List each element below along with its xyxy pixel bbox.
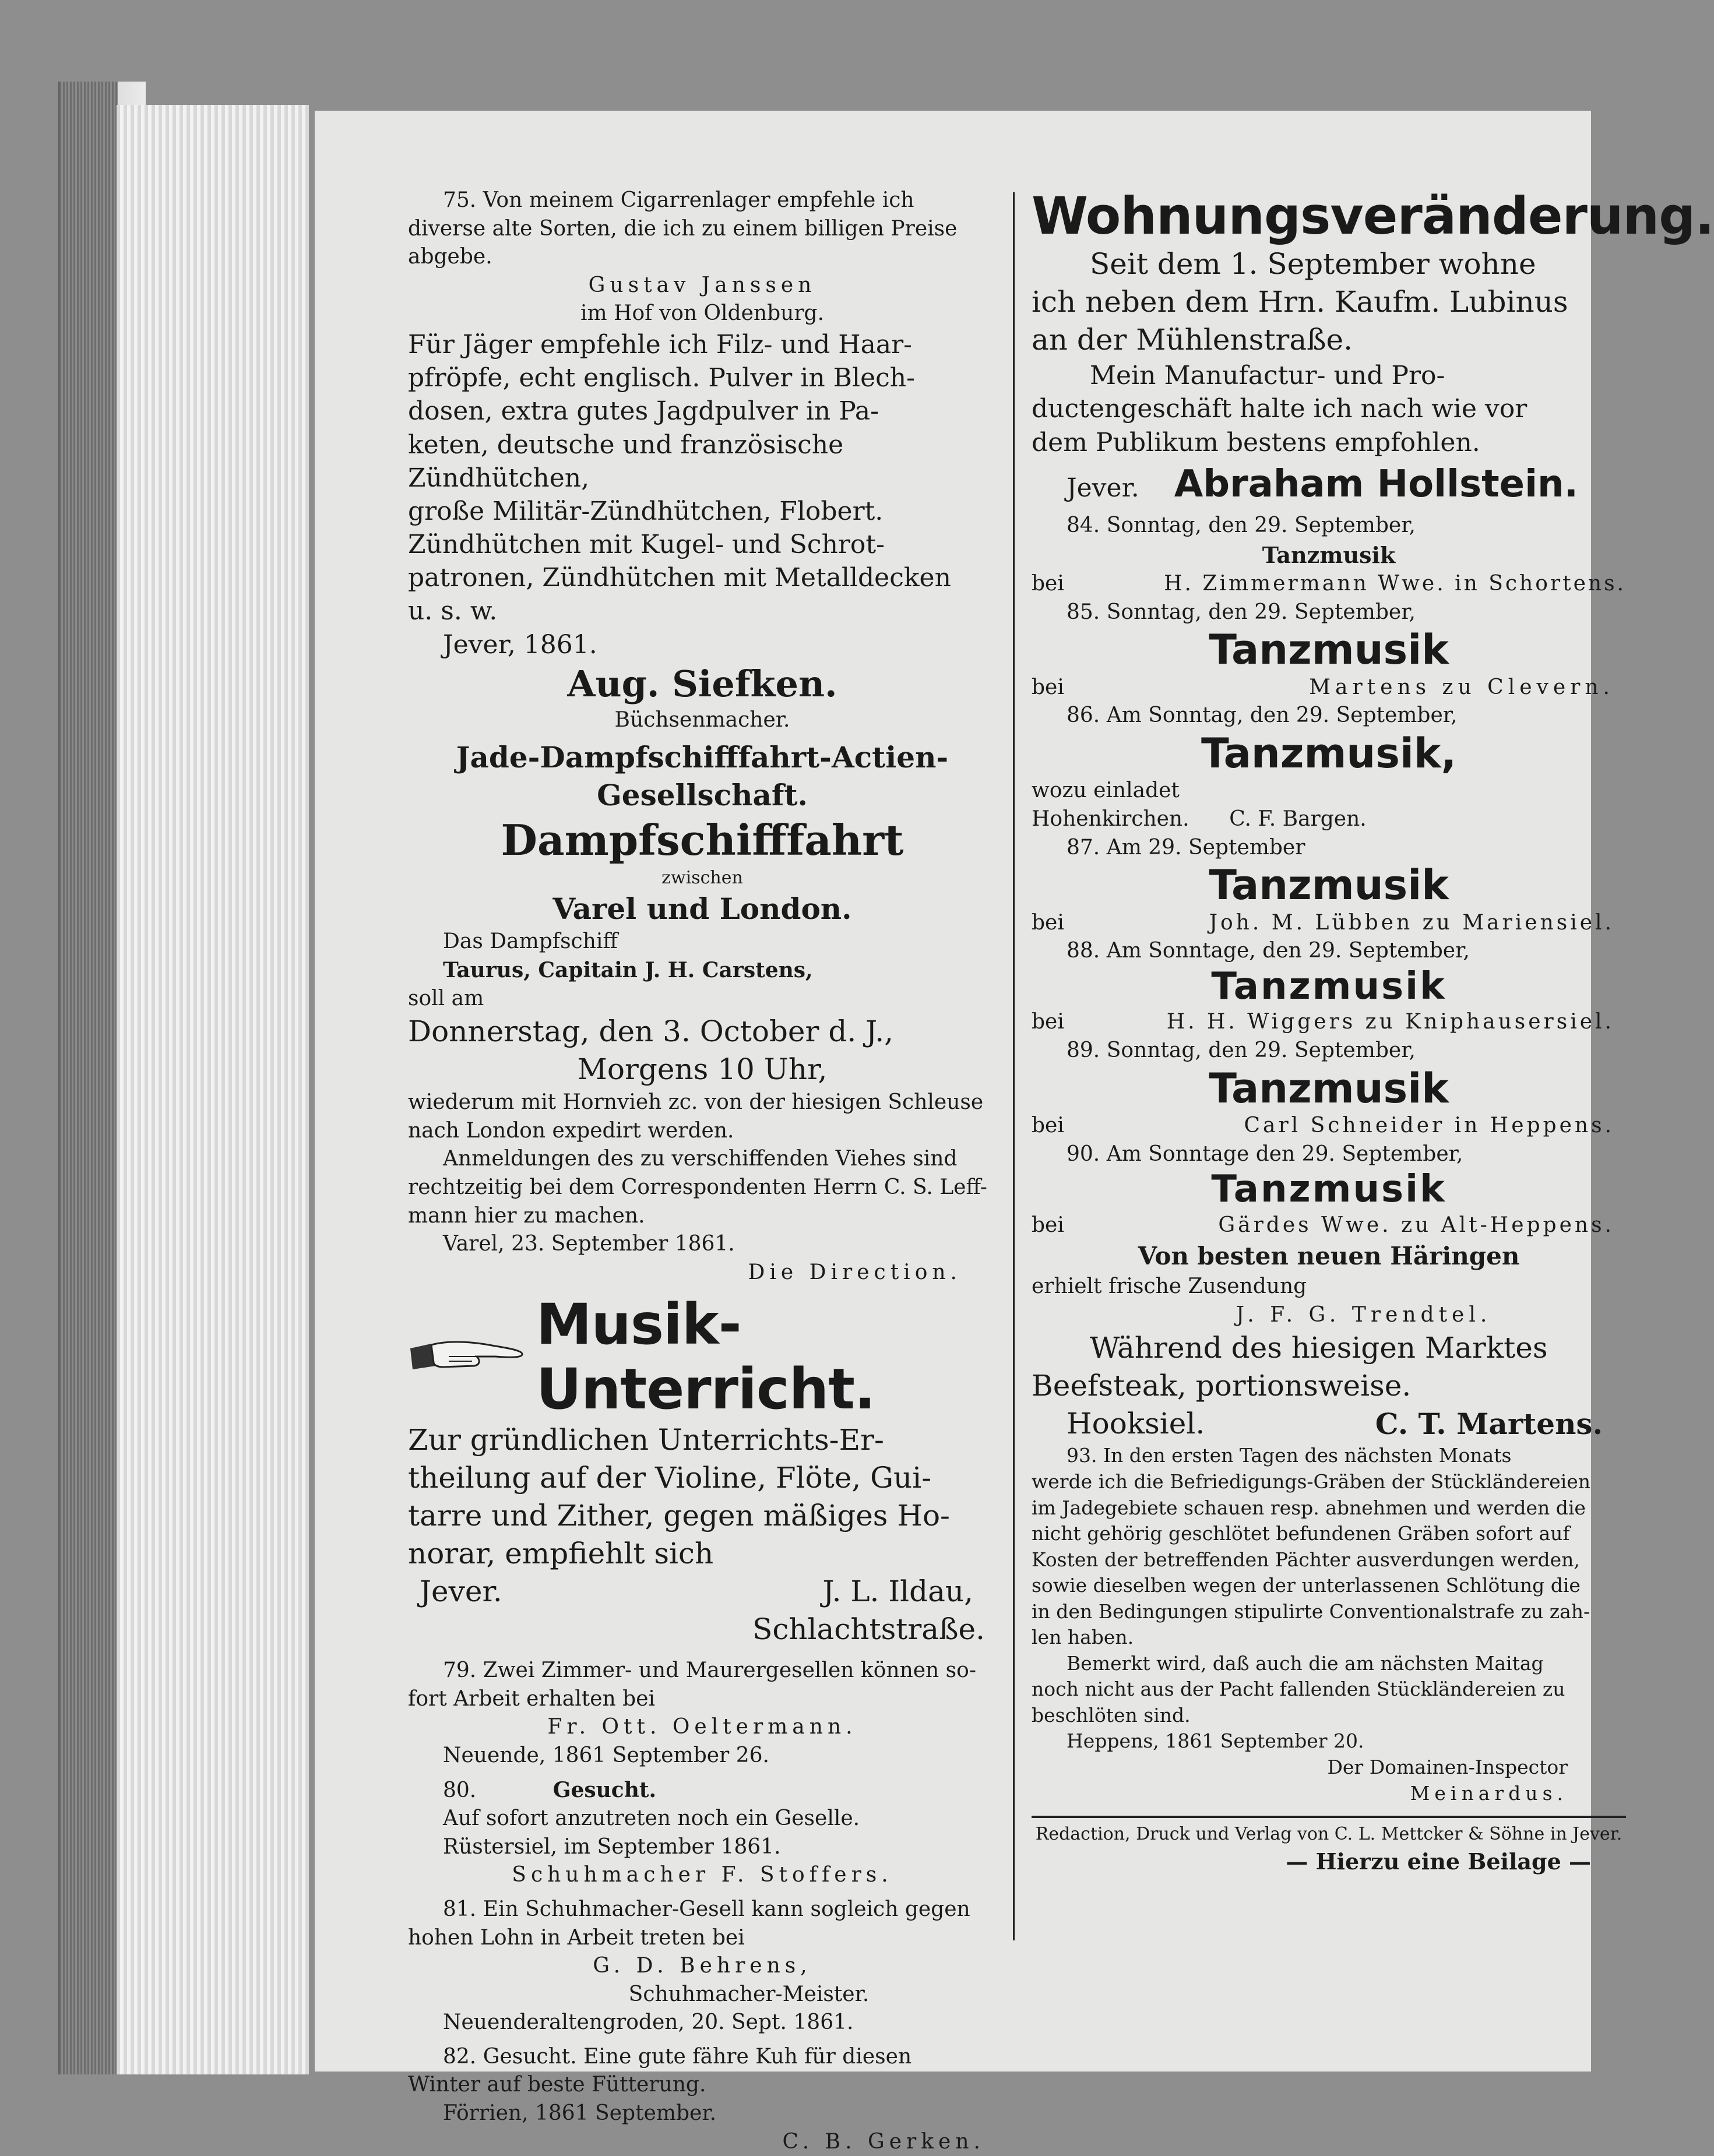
dance-ad-title: Tanzmusik <box>1262 541 1396 568</box>
dance-ad-date: 85. Sonntag, den 29. September, <box>1067 600 1416 624</box>
jade-company-name: Gesellschaft. <box>597 777 808 812</box>
dance-ad-host: Martens zu Clevern. <box>1309 675 1614 699</box>
ad-market <box>1032 1329 1626 1443</box>
ad-80-title: Gesucht. <box>552 1777 657 1802</box>
jade-registration: mann hier zu machen. <box>408 1203 645 1228</box>
ad-93-line: sowie dieselben wegen der unterlassenen Schlötung die <box>1032 1574 1581 1597</box>
jade-registration: rechtzeitig bei dem Correspondenten Herrn C. S. Leff- <box>408 1175 987 1199</box>
ad-75-place: im Hof von Oldenburg. <box>580 301 825 326</box>
left-column <box>408 186 997 2156</box>
ad-93-note: Bemerkt wird, daß auch die am nächsten Maitag <box>1067 1651 1544 1675</box>
dance-ad-prefix: bei <box>1032 910 1064 935</box>
jade-date: Donnerstag, den 3. October d. J., <box>408 1014 894 1049</box>
ad-75-body-line: u. s. w. <box>408 596 498 626</box>
dance-ad-host: H. Zimmermann Wwe. in Schortens. <box>1164 572 1626 596</box>
ad-81-trade: Schuhmacher-Meister. <box>628 1982 870 2006</box>
ad-75-body-line: pfröpfe, echt englisch. Pulver in Blech- <box>408 363 915 393</box>
ad-79 <box>408 1657 997 1770</box>
dance-ad-date: 87. Am 29. September <box>1067 835 1305 859</box>
ad-93-name: Meinardus. <box>1410 1781 1568 1805</box>
moving-body-line: ich neben dem Hrn. Kaufm. Lubinus <box>1032 285 1568 319</box>
ad-82-line: Winter auf beste Fütterung. <box>408 2073 706 2097</box>
dance-ad-title: Tanzmusik <box>1211 1168 1446 1211</box>
herring-title: Von besten neuen Häringen <box>1138 1241 1520 1270</box>
music-street: Schlachtstraße. <box>752 1612 985 1647</box>
ad-81-dateline: Neuenderaltengroden, 20. Sept. 1861. <box>443 2010 854 2035</box>
ad-jade-steamship <box>408 738 997 1287</box>
jade-signature: Die Direction. <box>748 1260 962 1284</box>
dance-ad-title: Tanzmusik <box>1209 861 1449 910</box>
dance-ad <box>1032 702 1626 833</box>
newspaper-page <box>315 111 1714 2154</box>
ad-93-note: noch nicht aus der Pacht fallenden Stückländereien zu <box>1032 1678 1565 1701</box>
ad-93-office: Der Domainen-Inspector <box>1327 1755 1568 1778</box>
ad-82-signature: C. B. Gerken. <box>782 2129 985 2154</box>
music-headline: Musik-Unterricht. <box>536 1292 875 1422</box>
ad-75-dateline: Jever, 1861. <box>443 629 597 660</box>
page-stack <box>117 105 309 2074</box>
ad-80-line: Auf sofort anzutreten noch ein Geselle. <box>443 1806 860 1831</box>
ad-75-signer: Aug. Siefken. <box>567 662 837 705</box>
right-column <box>1032 186 1714 1876</box>
music-body-line: tarre und Zither, gegen mäßiges Ho- <box>408 1499 950 1533</box>
moving-body-line: dem Publikum bestens empfohlen. <box>1032 427 1480 457</box>
dance-ad-date: 89. Sonntag, den 29. September, <box>1067 1038 1416 1063</box>
ad-79-name: Fr. Ott. Oeltermann. <box>547 1715 857 1739</box>
ad-moving <box>1032 186 1714 509</box>
ad-75-body-line: keten, deutsche und französische Zündhütchen, <box>408 429 844 493</box>
dance-ad-title: Tanzmusik <box>1209 626 1449 674</box>
ad-81 <box>408 1896 997 2037</box>
dance-ad-prefix: bei <box>1032 572 1064 596</box>
dance-ad-title: Tanzmusik <box>1211 964 1446 1008</box>
ad-81-line: 81. Ein Schuhmacher-Gesell kann sogleich gegen <box>443 1897 970 1921</box>
ad-93-line: in den Bedingungen stipulirte Conventionalstrafe zu zah- <box>1032 1600 1590 1623</box>
column-rule <box>1013 192 1015 1940</box>
ad-herring <box>1032 1240 1626 1330</box>
footer-rule <box>1032 1816 1626 1818</box>
ad-93-line: Kosten der betreffenden Pächter ausverdungen werden, <box>1032 1548 1580 1571</box>
dance-ad <box>1032 937 1626 1037</box>
dance-ad-prefix: bei <box>1032 675 1064 699</box>
ad-75-body-line: Für Jäger empfehle ich Filz- und Haar- <box>408 329 912 360</box>
music-body-line: norar, empfiehlt sich <box>408 1537 714 1571</box>
dance-ad <box>1032 834 1626 938</box>
jade-headline: Dampfschifffahrt <box>501 815 904 865</box>
imprint: Redaction, Druck und Verlag von C. L. Mettcker & Söhne in Jever. <box>1035 1824 1623 1845</box>
ad-93 <box>1032 1443 1626 1806</box>
ad-80-signature: Schuhmacher F. Stoffers. <box>512 1863 893 1887</box>
ad-82 <box>408 2043 997 2156</box>
dance-ad-prefix: bei <box>1032 1114 1064 1138</box>
dance-ad-prefix: bei <box>1032 1010 1064 1034</box>
ad-75-body-line: patronen, Zündhütchen mit Metalldecken <box>408 563 951 593</box>
ad-93-line: werde ich die Befriedigungs-Gräben der Stückländereien <box>1032 1470 1591 1493</box>
ad-82-line: 82. Gesucht. Eine gute fähre Kuh für diesen <box>443 2044 912 2069</box>
jade-company-name: Jade-Dampfschifffahrt-Actien- <box>456 739 949 774</box>
market-line: Beefsteak, portionsweise. <box>1032 1369 1412 1403</box>
herring-signature: J. F. G. Trendtel. <box>1236 1302 1492 1327</box>
moving-body-line: an der Mühlenstraße. <box>1032 323 1353 357</box>
ad-75-name: Gustav Janssen <box>588 273 816 297</box>
dance-ad-date: 86. Am Sonntag, den 29. September, <box>1067 703 1458 728</box>
dance-ad <box>1032 1037 1626 1140</box>
book-cover <box>59 82 118 2074</box>
dance-ad-date: 88. Am Sonntage, den 29. September, <box>1067 939 1470 963</box>
ad-75 <box>408 186 997 735</box>
ad-79-line: fort Arbeit erhalten bei <box>408 1686 656 1711</box>
jade-dateline: Varel, 23. September 1861. <box>443 1232 735 1256</box>
ad-79-line: 79. Zwei Zimmer- und Maurergesellen können so- <box>443 1658 976 1683</box>
jade-ship-intro: Das Dampfschiff <box>443 929 618 954</box>
moving-headline: Wohnungsveränderung. <box>1032 186 1714 246</box>
dance-ad-host: Joh. M. Lübben zu Mariensiel. <box>1209 910 1614 935</box>
market-line: Während des hiesigen Marktes <box>1090 1331 1548 1365</box>
ad-93-line: nicht gehörig geschlötet befundenen Gräben sofort auf <box>1032 1522 1570 1545</box>
ad-93-line: im Jadegebiete schauen resp. abnehmen und werden die <box>1032 1496 1586 1519</box>
ad-75-body-line: dosen, extra gutes Jagdpulver in Pa- <box>408 396 879 427</box>
moving-body-line: Seit dem 1. September wohne <box>1090 247 1536 281</box>
market-place: Hooksiel. <box>1067 1407 1205 1441</box>
dance-ad-prefix: bei <box>1032 1213 1064 1237</box>
dance-ad-prefix: wozu einladet <box>1032 778 1180 803</box>
dance-ad-host: Gärdes Wwe. zu Alt-Heppens. <box>1218 1213 1614 1237</box>
ad-82-dateline: Förrien, 1861 September. <box>443 2101 717 2126</box>
dance-ad-host: Carl Schneider in Heppens. <box>1244 1114 1614 1138</box>
dance-ad <box>1032 512 1626 598</box>
supplement-note: — Hierzu eine Beilage — <box>1286 1848 1591 1875</box>
jade-cargo: nach London expedirt werden. <box>408 1118 734 1143</box>
ad-75-body-line: große Militär-Zündhütchen, Flobert. <box>408 496 884 526</box>
dance-ad <box>1032 1140 1626 1240</box>
jade-ship: Taurus, Capitain J. H. Carstens, <box>443 958 813 983</box>
jade-between: zwischen <box>661 867 743 888</box>
dance-ad-host: Hohenkirchen. C. F. Bargen. <box>1032 807 1367 831</box>
ad-80-number: 80. <box>443 1778 477 1802</box>
jade-shall: soll am <box>408 986 484 1010</box>
ad-93-line: len haben. <box>1032 1626 1134 1649</box>
dance-ad <box>1032 598 1626 702</box>
moving-place: Jever. <box>1067 473 1139 503</box>
dance-ad-host: H. H. Wiggers zu Kniphausersiel. <box>1166 1010 1614 1034</box>
moving-name: Abraham Hollstein. <box>1174 462 1578 506</box>
ad-79-dateline: Neuende, 1861 September 26. <box>443 1743 769 1767</box>
ad-93-note: beschlöten sind. <box>1032 1703 1191 1727</box>
jade-time: Morgens 10 Uhr, <box>577 1052 828 1087</box>
ad-80-dateline: Rüstersiel, im September 1861. <box>443 1834 781 1859</box>
music-body-line: theilung auf der Violine, Flöte, Gui- <box>408 1461 932 1495</box>
dance-ad-title: Tanzmusik, <box>1201 729 1457 777</box>
dance-ads <box>1032 512 1626 1239</box>
ad-81-name: G. D. Behrens, <box>593 1954 812 1978</box>
ad-75-line: 75. Von meinem Cigarrenlager empfehle ich <box>443 188 914 212</box>
ad-80 <box>408 1776 997 1890</box>
ad-75-line: diverse alte Sorten, die ich zu einem billigen Preise <box>408 216 958 241</box>
moving-body-line: ductengeschäft halte ich nach wie vor <box>1032 394 1528 424</box>
moving-body-line: Mein Manufactur- und Pro- <box>1090 361 1445 391</box>
market-name: C. T. Martens. <box>1375 1407 1603 1442</box>
ad-81-line: hohen Lohn in Arbeit treten bei <box>408 1925 745 1950</box>
jade-registration: Anmeldungen des zu verschiffenden Viehes sind <box>443 1147 958 1171</box>
jade-route: Varel und London. <box>552 892 852 926</box>
dance-ad-title: Tanzmusik <box>1209 1064 1449 1112</box>
music-place: Jever. <box>420 1574 502 1609</box>
ad-75-line: abgebe. <box>408 245 492 269</box>
pointing-hand-icon <box>408 1331 525 1383</box>
jade-cargo: wiederum mit Hornvieh zc. von der hiesigen Schleuse <box>408 1090 984 1115</box>
dance-ad-date: 90. Am Sonntage den 29. September, <box>1067 1142 1463 1166</box>
ad-75-trade: Büchsenmacher. <box>614 708 790 732</box>
music-body-line: Zur gründlichen Unterrichts-Er- <box>408 1423 884 1457</box>
ad-75-body-line: Zündhütchen mit Kugel- und Schrot- <box>408 530 885 560</box>
music-name: J. L. Ildau, <box>822 1574 973 1609</box>
ad-93-dateline: Heppens, 1861 September 20. <box>1067 1729 1364 1753</box>
ad-music-lessons <box>408 1292 997 1648</box>
herring-line: erhielt frische Zusendung <box>1032 1274 1307 1299</box>
dance-ad-date: 84. Sonntag, den 29. September, <box>1067 513 1416 538</box>
ad-93-line: 93. In den ersten Tagen des nächsten Monats <box>1067 1444 1512 1467</box>
